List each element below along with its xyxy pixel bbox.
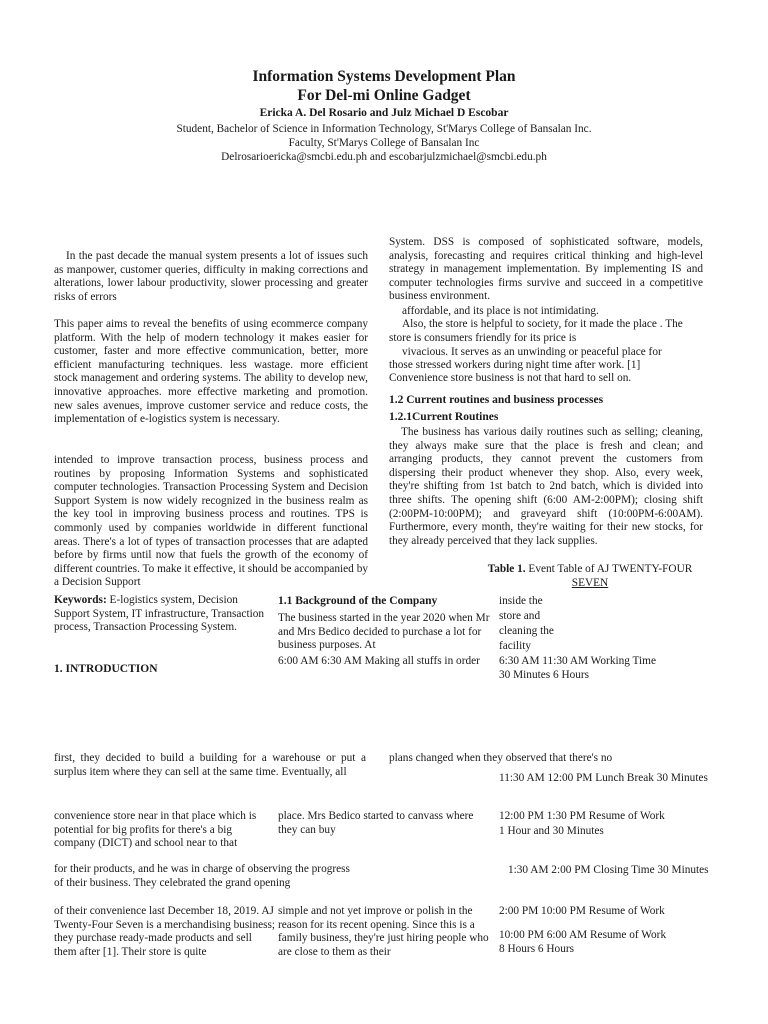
event-row6: 2:00 PM 10:00 PM Resume of Work xyxy=(499,905,665,917)
section-1-2-1-heading: 1.2.1Current Routines xyxy=(389,411,499,423)
paper-title-line1: Information Systems Development Plan xyxy=(252,68,516,85)
table-caption-label: Table 1. xyxy=(487,563,526,575)
section-1-2-heading: 1.2 Current routines and business processes xyxy=(389,394,604,406)
event-row4-line1: 12:00 PM 1:30 PM Resume of Work xyxy=(499,810,665,822)
table-caption-line2: SEVEN xyxy=(571,577,609,589)
event-row1-line3: cleaning the xyxy=(499,625,554,637)
keywords xyxy=(54,594,268,635)
event-row2-line2: 30 Minutes 6 Hours xyxy=(499,669,590,681)
author-emails: Delrosarioericka@smcbi.edu.ph and escobarjulzmichael@smcbi.edu.ph xyxy=(221,151,547,163)
keywords-text: E-logistics system, Decision Support System, IT infrastructure, Transaction process, Transaction Processing System. xyxy=(54,594,265,634)
affordable-line: affordable, and its place is not intimidating. xyxy=(402,305,599,317)
intro-paragraph: In the past decade the manual system presents a lot of issues such as manpower, customer queries, difficulty in making corrections and alterations, lower labour productivity, slower processing and greater risks of errors xyxy=(54,250,368,303)
background-time-line: 6:00 AM 6:30 AM Making all stuffs in order xyxy=(278,655,480,667)
aim-paragraph: This paper aims to reveal the benefits of using ecommerce company platform. With the help of modern technology it makes easier for customer, faster and more effective communication, better, more efficient manufacturing techniques. less wastage. more efficient stock management and ordering systems. The ability to develop new, innovative approaches. more effective marketing and promotion. new sales avenues, improve customer service and reduce costs, the implementation of e-logistics system is necessary. xyxy=(54,318,368,426)
event-row7-line2: 8 Hours 6 Hours xyxy=(499,943,574,955)
event-row1-line1: inside the xyxy=(499,595,543,607)
table-caption xyxy=(440,563,740,577)
also-line-1: Also, the store is helpful to society, for it made the place . The xyxy=(402,318,683,330)
intended-paragraph: intended to improve transaction process, business process and routines by proposing Information Systems and sophisticated computer technologies. Transaction Processing System and Decision Support System is now widely recognized in the business realm as the key tool in improving business process and routines. TPS is commonly used by companies worldwide in different functional areas. There's a lot of types of transaction processes that are adapted before by firms until now that fuels the growth of the economy of different countries. To make it effective, it should be accompanied by a Decision Support xyxy=(54,454,368,589)
event-row7-line1: 10:00 PM 6:00 AM Resume of Work xyxy=(499,929,667,941)
keywords-label: Keywords: xyxy=(54,594,107,606)
place-paragraph: place. Mrs Bedico started to canvass where they can buy xyxy=(278,810,474,836)
routines-paragraph: The business has various daily routines such as selling; cleaning, they always make sure that the place is fresh and clean; and arranging products, they cannot prevent the customers from dispersing their product whenever they shop. Also, every week, they're shifting from 1st batch to 2nd batch, which is divided into three shifts. The opening shift (6:00 AM-2:00PM); closing shift (2:00PM-10:00PM); and graveyard shift (10:00PM-6:00AM). Furthermore, every month, they're waiting for their new stocks, for they already perceived that they lack supplies. xyxy=(389,426,703,547)
event-row4-line2: 1 Hour and 30 Minutes xyxy=(499,825,604,837)
affiliation-faculty: Faculty, St'Marys College of Bansalan Inc xyxy=(288,137,480,149)
event-row1-line2: store and xyxy=(499,610,541,622)
event-row3: 11:30 AM 12:00 PM Lunch Break 30 Minutes xyxy=(499,772,708,784)
event-row1-line4: facility xyxy=(499,640,531,652)
opening-paragraph: of their convenience last December 18, 2019. AJ Twenty-Four Seven is a merchandising business; they purchase ready-made products and sell them after [1]. Their store is quite xyxy=(54,905,276,958)
also-line-2: store is consumers friendly for its price is xyxy=(389,332,577,344)
products-paragraph: for their products, and he was in charge of observing the progress of their business. They celebrated the grand opening xyxy=(54,863,350,889)
vivacious-line-1: vivacious. It serves as an unwinding or peaceful place for xyxy=(402,346,662,358)
plans-line: plans changed when they observed that there's no xyxy=(389,752,613,764)
table-caption-text: Event Table of AJ TWENTY-FOUR xyxy=(525,563,693,575)
event-row5: 1:30 AM 2:00 PM Closing Time 30 Minutes xyxy=(508,864,709,876)
background-text: The business started in the year 2020 when Mr and Mrs Bedico decided to purchase a lot for business purposes. At xyxy=(278,612,490,652)
first-paragraph: first, they decided to build a building for a warehouse or put a surplus item where they can sell at the same time. Eventually, all xyxy=(54,752,366,778)
convenience-paragraph: convenience store near in that place which is potential for big profits for there's a big company (DICT) and school near to that xyxy=(54,810,257,850)
affiliation-student: Student, Bachelor of Science in Information Technology, St'Marys College of Bansalan Inc. xyxy=(176,123,592,135)
introduction-heading: 1. INTRODUCTION xyxy=(54,663,158,675)
authors: Ericka A. Del Rosario and Julz Michael D Escobar xyxy=(259,107,509,119)
event-row2-line1: 6:30 AM 11:30 AM Working Time xyxy=(499,655,656,667)
dss-paragraph: System. DSS is composed of sophisticated software, models, analysis, forecasting and requires critical thinking and high-level strategy in management implementation. By implementing IS and computer technologies firms survive and succeed in a competitive business environment. xyxy=(389,236,703,303)
paper-title-line2: For Del-mi Online Gadget xyxy=(297,87,471,104)
simple-paragraph: simple and not yet improve or polish in the reason for its recent opening. Since this is a family business, they're just hiring people who are close to them as their xyxy=(278,905,489,958)
vivacious-line-3: Convenience store business is not that hard to sell on. xyxy=(389,372,632,384)
background-heading: 1.1 Background of the Company xyxy=(278,595,438,607)
vivacious-line-2: those stressed workers during night time after work. [1] xyxy=(389,359,641,371)
